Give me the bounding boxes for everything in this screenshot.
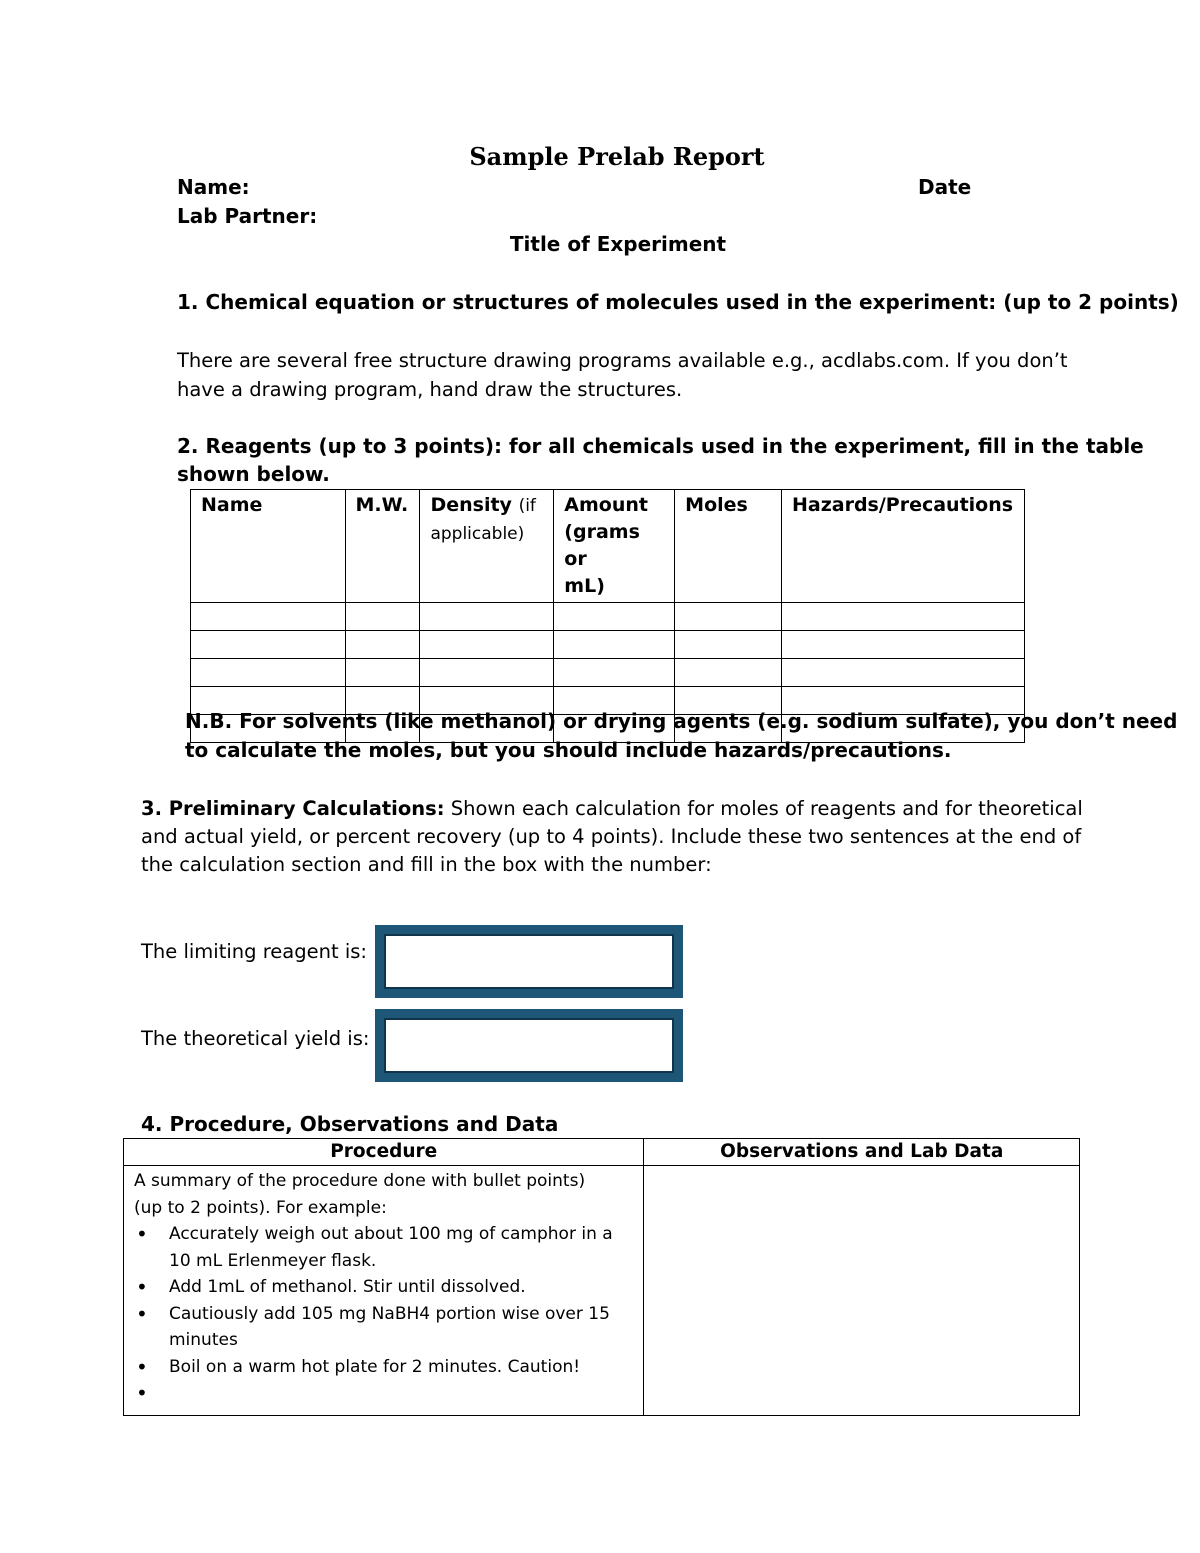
procedure-row — [124, 1166, 1080, 1416]
procedure-intro-line2: (up to 2 points). For example: — [134, 1197, 387, 1218]
procedure-header-row — [124, 1139, 1080, 1166]
col-moles-header: Moles — [675, 490, 782, 603]
limiting-reagent-label: The limiting reagent is: — [141, 940, 367, 963]
reagent-cell[interactable] — [554, 603, 675, 631]
date-label: Date — [918, 175, 972, 199]
nb-note-line1: N.B. For solvents (like methanol) or drying agents (e.g. sodium sulfate), you don’t need — [185, 709, 1178, 733]
procedure-bullet: • Accurately weigh out about 100 mg of camphor in a 10 mL Erlenmeyer flask. — [134, 1221, 635, 1274]
procedure-column-header: Procedure — [124, 1139, 644, 1166]
reagents-table — [190, 489, 1025, 743]
density-note-a: (if — [518, 496, 536, 516]
reagent-cell[interactable] — [675, 631, 782, 659]
section4-heading: 4. Procedure, Observations and Data — [141, 1112, 559, 1136]
procedure-bullet-empty — [134, 1380, 635, 1407]
procedure-cell[interactable] — [124, 1166, 644, 1416]
section3-body-line3: the calculation section and fill in the box with the number: — [141, 853, 712, 876]
reagents-header-row — [191, 490, 1025, 603]
reagent-cell[interactable] — [420, 659, 554, 687]
name-label: Name: — [177, 175, 250, 199]
section3-line1 — [141, 794, 1083, 823]
reagent-cell[interactable] — [345, 631, 420, 659]
document-title: Sample Prelab Report — [469, 142, 765, 171]
section2-heading-line1: 2. Reagents (up to 3 points): for all chemicals used in the experiment, fill in the table — [177, 434, 1144, 458]
density-label: Density — [430, 494, 512, 516]
col-density-header — [420, 490, 554, 603]
observations-column-header: Observations and Lab Data — [644, 1139, 1080, 1166]
col-name-header: Name — [191, 490, 346, 603]
reagent-cell[interactable] — [781, 659, 1024, 687]
procedure-bullet: • Cautiously add 105 mg NaBH4 portion wise over 15 minutes — [134, 1301, 635, 1354]
amount-line-c: mL) — [564, 575, 605, 597]
reagent-cell[interactable] — [675, 603, 782, 631]
section1-body-line1: There are several free structure drawing programs available e.g., acdlabs.com. If you don’t — [177, 349, 1068, 372]
reagent-cell[interactable] — [345, 603, 420, 631]
reagent-cell[interactable] — [675, 659, 782, 687]
procedure-intro-line1: A summary of the procedure done with bullet points) — [134, 1171, 586, 1191]
reagent-cell[interactable] — [191, 659, 346, 687]
experiment-title: Title of Experiment — [509, 232, 727, 256]
theoretical-yield-label: The theoretical yield is: — [141, 1027, 370, 1050]
limiting-reagent-box[interactable] — [375, 925, 683, 998]
nb-note-line2: to calculate the moles, but you should include hazards/precautions. — [185, 738, 952, 762]
reagent-cell[interactable] — [554, 659, 675, 687]
section3-body-line2: and actual yield, or percent recovery (up to 4 points). Include these two sentences at the end of — [141, 825, 1082, 848]
reagent-cell[interactable] — [345, 659, 420, 687]
procedure-table — [123, 1138, 1080, 1416]
reagent-row — [191, 603, 1025, 631]
reagent-cell[interactable] — [420, 603, 554, 631]
reagent-row — [191, 659, 1025, 687]
section1-heading: 1. Chemical equation or structures of molecules used in the experiment: (up to 2 points) — [177, 290, 1179, 314]
reagent-cell[interactable] — [781, 603, 1024, 631]
reagent-cell[interactable] — [191, 631, 346, 659]
section1-body-line2: have a drawing program, hand draw the structures. — [177, 378, 683, 401]
theoretical-yield-box[interactable] — [375, 1009, 683, 1082]
procedure-bullet: • Boil on a warm hot plate for 2 minutes. Caution! — [134, 1354, 635, 1381]
reagent-cell[interactable] — [781, 631, 1024, 659]
col-mw-header: M.W. — [345, 490, 420, 603]
lab-partner-label: Lab Partner: — [177, 204, 318, 228]
procedure-bullet: • Add 1mL of methanol. Stir until dissolved. — [134, 1274, 635, 1301]
col-hazards-header: Hazards/Precautions — [781, 490, 1024, 603]
reagent-cell[interactable] — [191, 603, 346, 631]
col-amount-header — [554, 490, 675, 603]
amount-line-b: (grams or — [564, 521, 640, 570]
amount-line-a: Amount — [564, 494, 648, 516]
section3-heading: 3. Preliminary Calculations: — [141, 797, 445, 820]
observations-cell[interactable] — [644, 1166, 1080, 1416]
density-note-b: applicable) — [430, 524, 525, 544]
section2-heading-line2: shown below. — [177, 462, 330, 486]
reagent-cell[interactable] — [420, 631, 554, 659]
reagent-row — [191, 631, 1025, 659]
reagent-cell[interactable] — [554, 631, 675, 659]
section3-body-line1: Shown each calculation for moles of reagents and for theoretical — [450, 797, 1083, 820]
procedure-bullet-list — [134, 1221, 635, 1407]
